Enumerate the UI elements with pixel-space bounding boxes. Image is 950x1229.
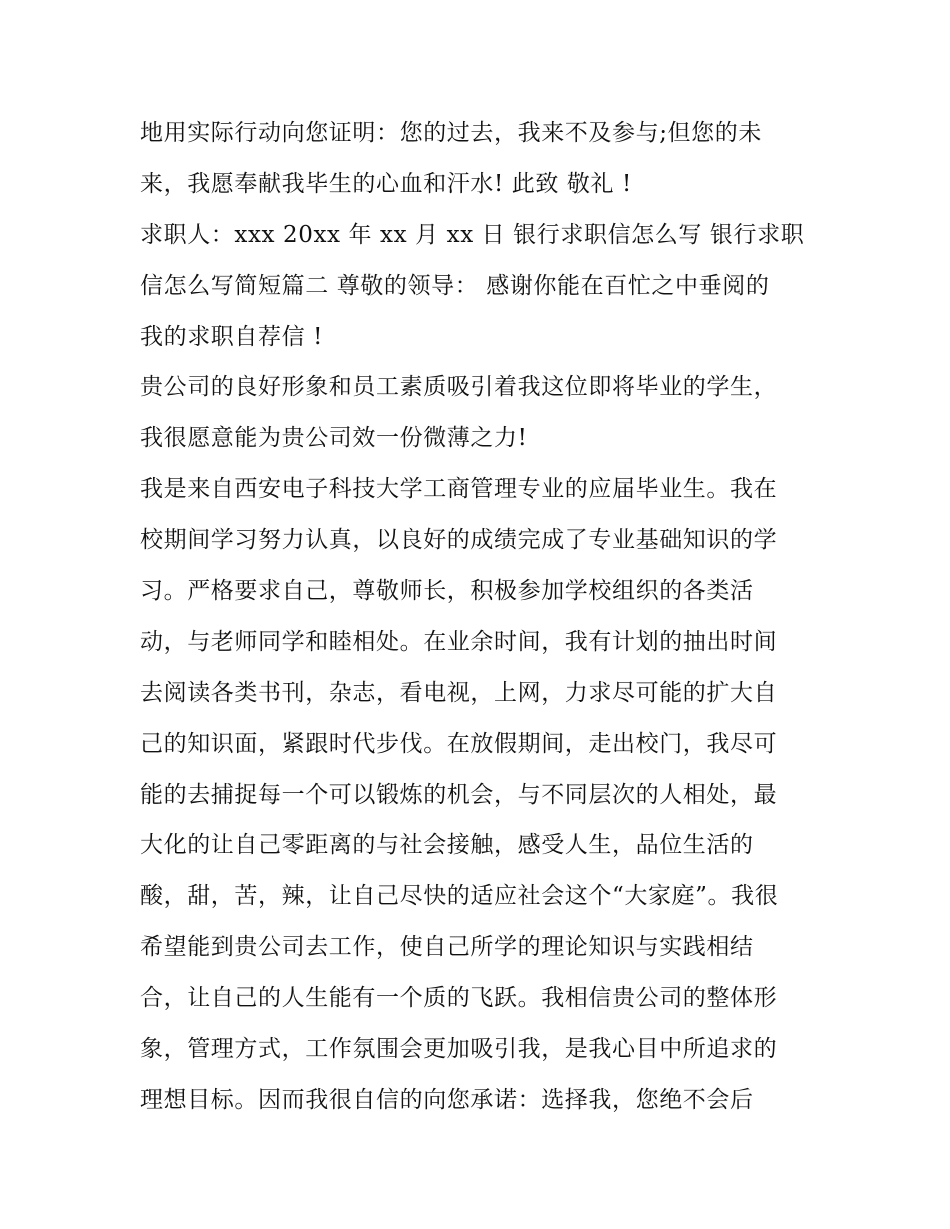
text-line: 大化的让自己零距离的与社会接触，感受人生，品位生活的 bbox=[140, 832, 754, 859]
text-line: 求职人：xxx 20xx 年 xx 月 xx 日 银行求职信怎么写 银行求职 bbox=[140, 221, 805, 248]
text-line: 能的去捕捉每一个可以锻炼的机会，与不同层次的人相处，最 bbox=[140, 781, 778, 808]
letter-body bbox=[140, 108, 820, 1126]
text-line: 我的求职自荐信 ! bbox=[140, 323, 323, 350]
text-line: 合，让自己的人生能有一个质的飞跃。我相信贵公司的整体形 bbox=[140, 985, 778, 1012]
text-line: 校期间学习努力认真，以良好的成绩完成了专业基础知识的学 bbox=[140, 527, 778, 554]
text-line: 习。严格要求自己，尊敬师长，积极参加学校组织的各类活 bbox=[140, 578, 754, 605]
text-line: 己的知识面，紧跟时代步伐。在放假期间，走出校门，我尽可 bbox=[140, 730, 778, 757]
text-line: 希望能到贵公司去工作，使自己所学的理论知识与实践相结 bbox=[140, 934, 754, 961]
text-line: 信怎么写简短篇二 尊敬的领导： 感谢你能在百忙之中垂阅的 bbox=[140, 272, 770, 299]
text-line: 理想目标。因而我很自信的向您承诺：选择我，您绝不会后 bbox=[140, 1086, 754, 1113]
text-line: 酸，甜，苦，辣，让自己尽快的适应社会这个“大家庭”。我很 bbox=[140, 883, 779, 910]
text-line: 来，我愿奉献我毕生的心血和汗水! 此致 敬礼 ! bbox=[140, 170, 632, 197]
text-line: 地用实际行动向您证明：您的过去，我来不及参与;但您的未 bbox=[140, 120, 762, 146]
text-line: 去阅读各类书刊，杂志，看电视，上网，力求尽可能的扩大自 bbox=[140, 679, 778, 706]
text-line: 象，管理方式，工作氛围会更加吸引我，是我心目中所追求的 bbox=[140, 1036, 778, 1063]
text-line: 动，与老师同学和睦相处。在业余时间，我有计划的抽出时间 bbox=[140, 628, 778, 655]
text-line: 贵公司的良好形象和员工素质吸引着我这位即将毕业的学生， bbox=[140, 374, 778, 401]
text-line: 我很愿意能为贵公司效一份微薄之力! bbox=[140, 425, 528, 452]
text-line: 我是来自西安电子科技大学工商管理专业的应届毕业生。我在 bbox=[140, 476, 778, 503]
